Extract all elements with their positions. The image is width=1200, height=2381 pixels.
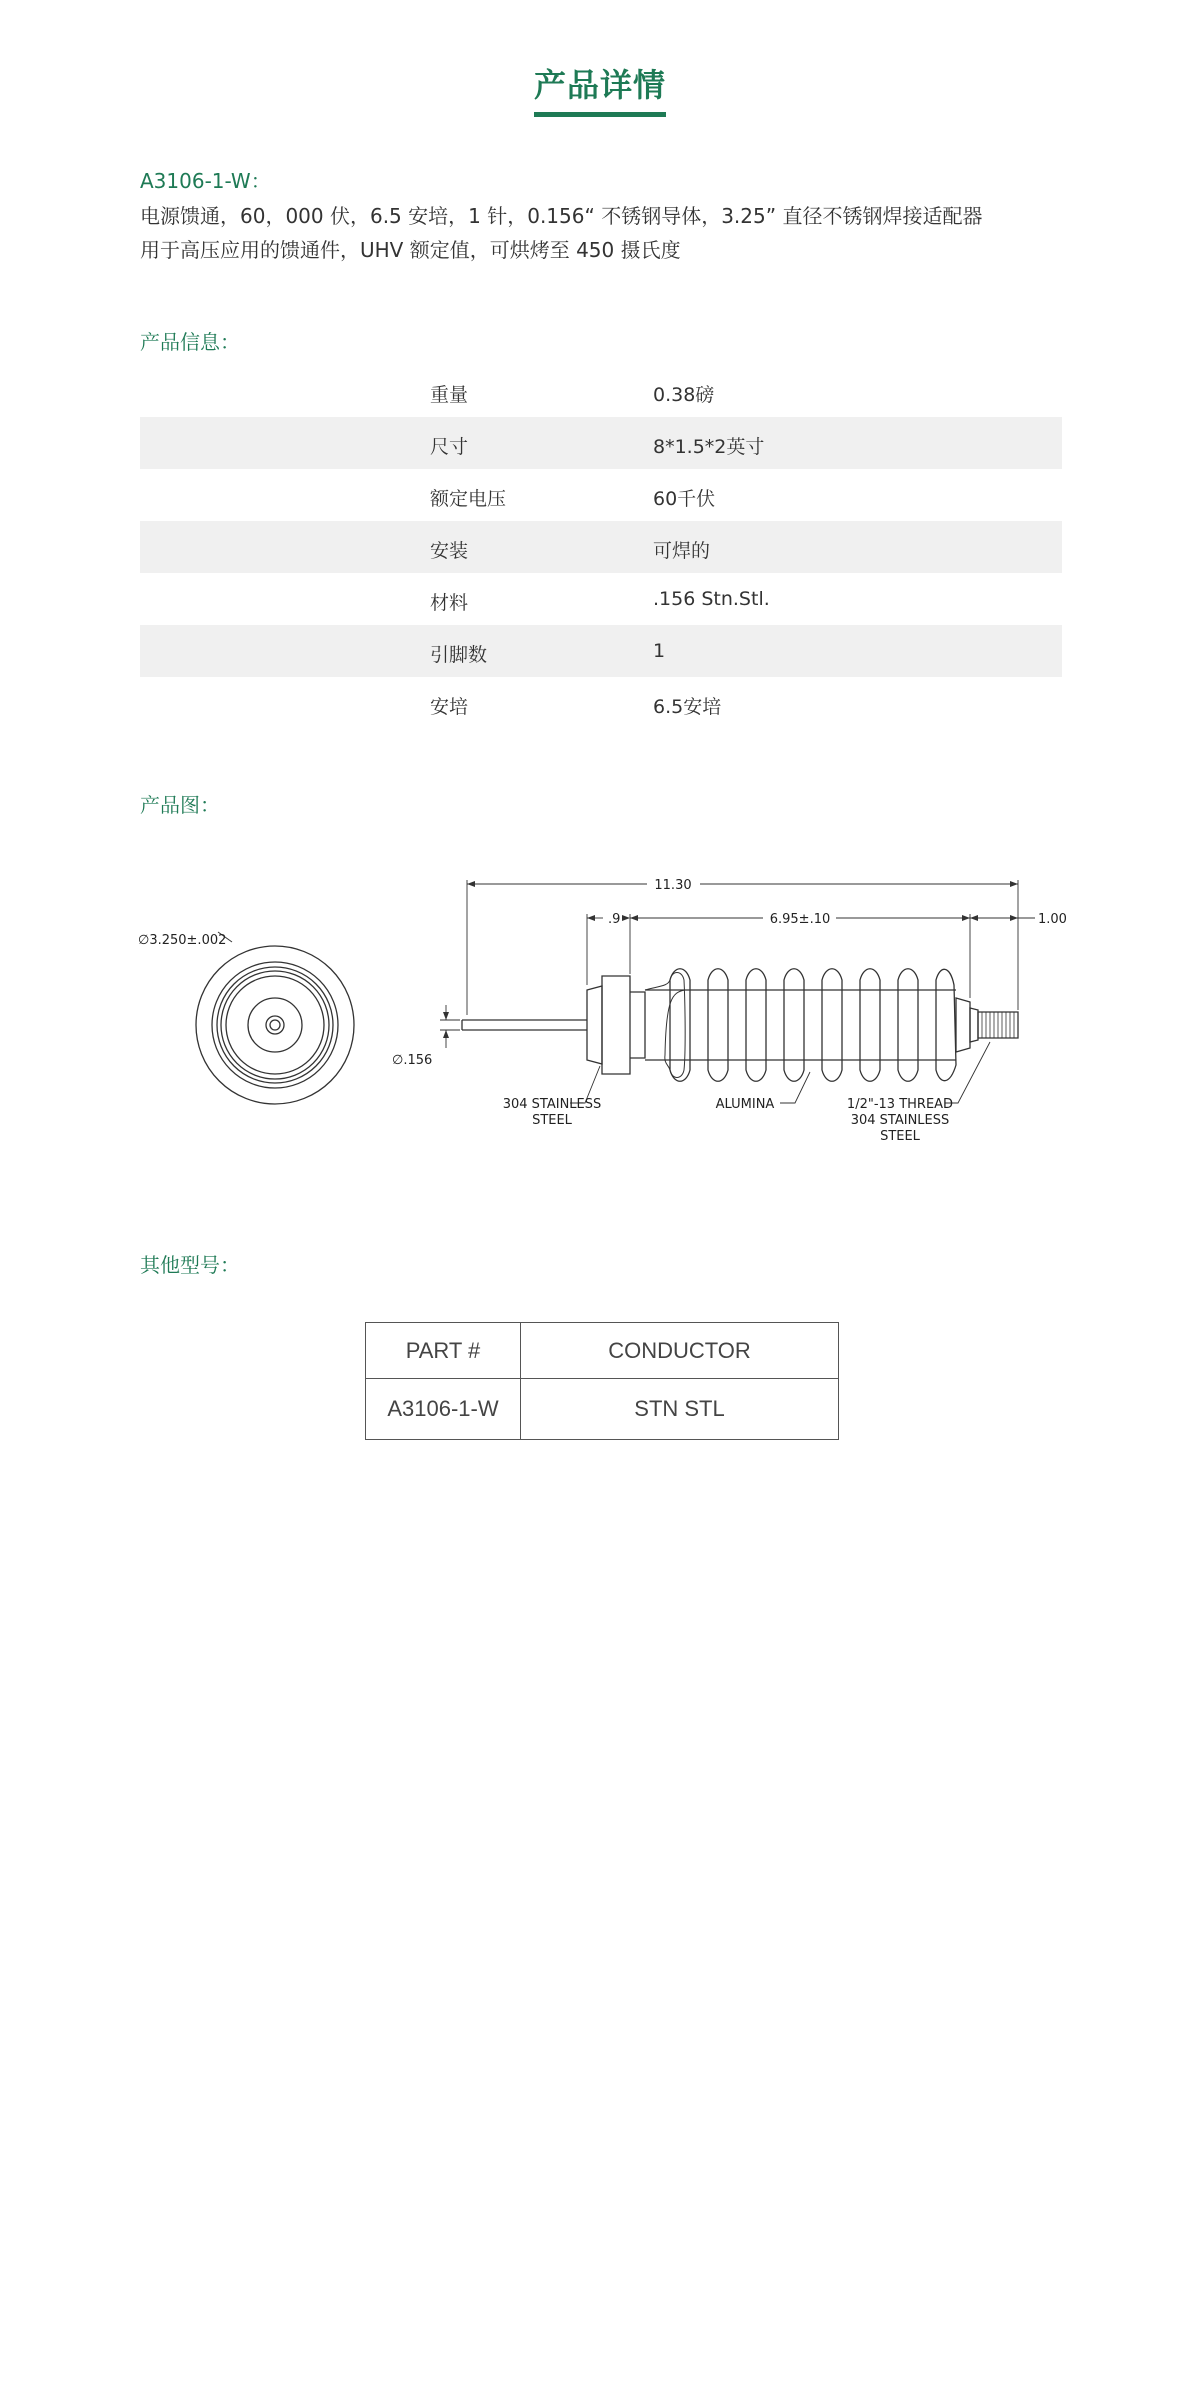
- info-value: 6.5安培: [653, 696, 722, 718]
- info-key: 引脚数: [430, 644, 488, 666]
- other-models-table: [365, 1322, 839, 1440]
- info-row: [140, 677, 1062, 729]
- callout-steel-line-2: STEEL: [532, 1113, 572, 1128]
- product-info-table: [140, 365, 1062, 729]
- side-view: [462, 969, 1018, 1082]
- callout-alumina: ALUMINA: [715, 1097, 775, 1112]
- info-value: 0.38磅: [653, 384, 715, 406]
- page-title-wrap: [0, 60, 1200, 117]
- info-row: [140, 365, 1062, 417]
- description-line-1: 电源馈通，60，000 伏，6.5 安培，1 针，0.156“ 不锈钢导体，3.25” 直径不锈钢焊接适配器: [140, 204, 983, 228]
- info-value: 60千伏: [653, 488, 716, 510]
- product-info-heading: 产品信息：: [140, 330, 240, 354]
- dim-body-label: 6.95±.10: [769, 912, 831, 927]
- info-value: 8*1.5*2英寸: [653, 436, 765, 458]
- cell-conductor: STN STL: [521, 1379, 839, 1440]
- info-key: 尺寸: [430, 436, 469, 458]
- info-value: .156 Stn.Stl.: [653, 588, 770, 610]
- info-row: [140, 625, 1062, 677]
- info-key: 安培: [430, 696, 469, 718]
- dim-flange-label: .9: [608, 912, 621, 927]
- dim-diameter-label: ∅3.250±.002: [138, 933, 227, 948]
- callout-thread-line-3: STEEL: [880, 1129, 920, 1144]
- dim-total-label: 11.30: [654, 878, 692, 893]
- callout-steel-line-1: 304 STAINLESS: [502, 1097, 602, 1112]
- info-row: [140, 573, 1062, 625]
- model-label: A3106-1-W：: [140, 169, 271, 193]
- info-row: [140, 417, 1062, 469]
- header-part-number: PART #: [366, 1323, 521, 1379]
- info-value: 可焊的: [653, 540, 711, 562]
- arrowheads: [443, 881, 1018, 1038]
- table-header-row: [366, 1323, 839, 1379]
- info-key: 重量: [430, 384, 469, 406]
- callout-thread-line-1: 1/2"-13 THREAD: [846, 1097, 954, 1112]
- info-row: [140, 521, 1062, 573]
- callout-thread-line-2: 304 STAINLESS: [850, 1113, 950, 1128]
- dim-thread-label: 1.00: [1038, 912, 1067, 927]
- info-value: 1: [653, 640, 666, 662]
- end-view: [196, 932, 354, 1104]
- page-title: 产品详情: [534, 60, 666, 117]
- description-line-2: 用于高压应用的馈通件，UHV 额定值，可烘烤至 450 摄氏度: [140, 238, 681, 262]
- info-row: [140, 469, 1062, 521]
- info-key: 安装: [430, 540, 469, 562]
- cell-part-number: A3106-1-W: [366, 1379, 521, 1440]
- other-models-heading: 其他型号：: [140, 1253, 240, 1277]
- dimension-lines: [440, 880, 1035, 1103]
- dim-conductor-label: ∅.156: [392, 1053, 433, 1068]
- header-conductor: CONDUCTOR: [521, 1323, 839, 1379]
- info-key: 材料: [430, 592, 469, 614]
- product-drawing-heading: 产品图：: [140, 793, 220, 817]
- table-row: [366, 1379, 839, 1440]
- info-key: 额定电压: [430, 488, 507, 510]
- technical-drawing: [130, 850, 1070, 1180]
